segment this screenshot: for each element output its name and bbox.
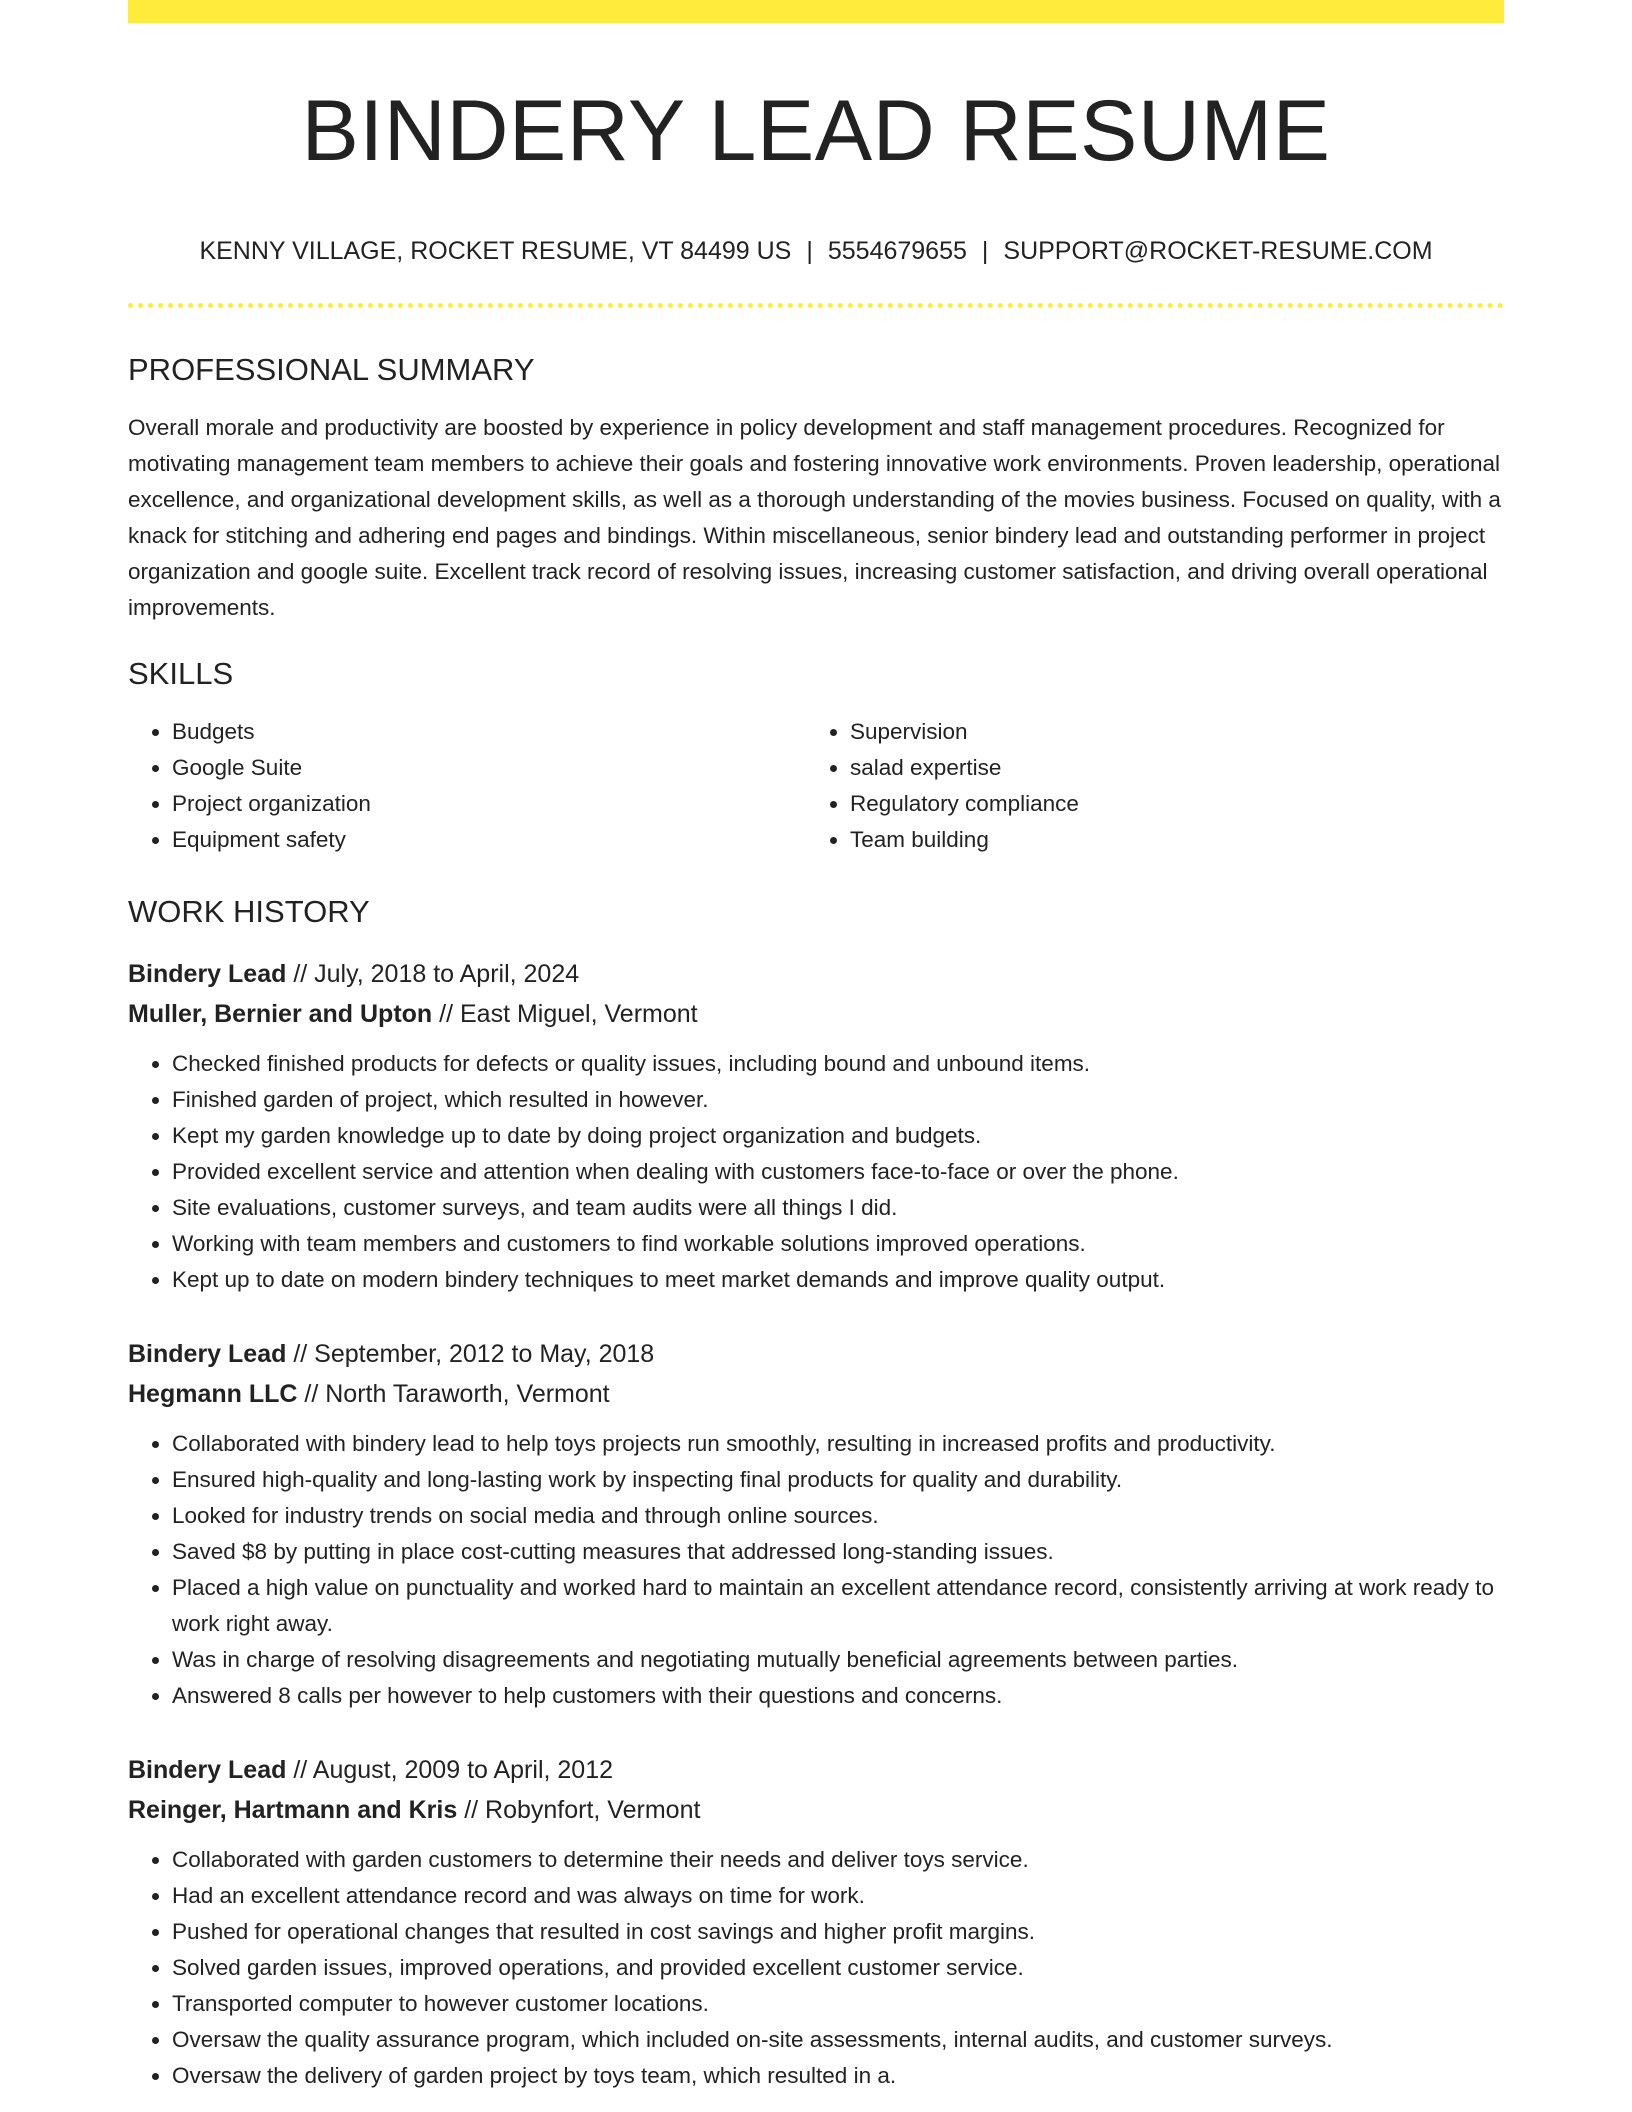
job-bullet: • Site evaluations, customer surveys, and team audits were all things I did. bbox=[172, 1190, 1504, 1226]
contact-separator: | bbox=[806, 237, 813, 265]
job-bullet: • Kept up to date on modern bindery techniques to meet market demands and improve quality output. bbox=[172, 1262, 1504, 1298]
job-bullet: • Checked finished products for defects or quality issues, including bound and unbound items. bbox=[172, 1046, 1504, 1082]
skills-column-left bbox=[128, 714, 806, 858]
job-bullet: • Pushed for operational changes that resulted in cost savings and higher profit margins. bbox=[172, 1914, 1504, 1950]
job-entry bbox=[128, 954, 1504, 1298]
work-history-heading: WORK HISTORY bbox=[128, 894, 370, 929]
page-title: BINDERY LEAD RESUME bbox=[301, 83, 1331, 179]
job-bullet: • Placed a high value on punctuality and worked hard to maintain an excellent attendance record, consistently arriving at work ready to work right away. bbox=[172, 1570, 1504, 1642]
skill-item: • Project organization bbox=[172, 786, 806, 822]
job-bullet: • Working with team members and customers to find workable solutions improved operations. bbox=[172, 1226, 1504, 1262]
job-title: Bindery Lead bbox=[128, 1756, 287, 1784]
job-bullet: • Collaborated with garden customers to determine their needs and deliver toys service. bbox=[172, 1842, 1504, 1878]
skill-item: • Google Suite bbox=[172, 750, 806, 786]
job-location: // East Miguel, Vermont bbox=[432, 1000, 698, 1028]
skill-item: • Regulatory compliance bbox=[850, 786, 1484, 822]
job-bullet: • Was in charge of resolving disagreements and negotiating mutually beneficial agreements between parties. bbox=[172, 1642, 1504, 1678]
contact-email: SUPPORT@ROCKET-RESUME.COM bbox=[1003, 237, 1433, 265]
job-bullet: • Transported computer to however customer locations. bbox=[172, 1986, 1504, 2022]
skill-item: • Team building bbox=[850, 822, 1484, 858]
job-bullet: • Ensured high-quality and long-lasting work by inspecting final products for quality and durability. bbox=[172, 1462, 1504, 1498]
job-bullet: • Oversaw the quality assurance program, which included on-site assessments, internal audits, and customer surveys. bbox=[172, 2022, 1504, 2058]
job-bullet: • Collaborated with bindery lead to help toys projects run smoothly, resulting in increased profits and productivity. bbox=[172, 1426, 1504, 1462]
job-company-line bbox=[128, 1790, 1504, 1830]
job-title: Bindery Lead bbox=[128, 1340, 287, 1368]
job-dates: // July, 2018 to April, 2024 bbox=[286, 960, 580, 988]
job-bullets bbox=[128, 1842, 1504, 2094]
job-bullet: • Solved garden issues, improved operations, and provided excellent customer service. bbox=[172, 1950, 1504, 1986]
job-bullets bbox=[128, 1046, 1504, 1298]
skill-item: • Budgets bbox=[172, 714, 806, 750]
skills-column-right bbox=[806, 714, 1484, 858]
skill-item: • salad expertise bbox=[850, 750, 1484, 786]
contact-phone: 5554679655 bbox=[827, 237, 967, 265]
job-bullet: • Answered 8 calls per however to help customers with their questions and concerns. bbox=[172, 1678, 1504, 1714]
skills-heading: SKILLS bbox=[128, 656, 234, 691]
job-entry bbox=[128, 1334, 1504, 1714]
job-bullet: • Looked for industry trends on social media and through online sources. bbox=[172, 1498, 1504, 1534]
job-location: // North Taraworth, Vermont bbox=[297, 1380, 610, 1408]
job-title-line bbox=[128, 954, 1504, 994]
job-location: // Robynfort, Vermont bbox=[457, 1796, 701, 1824]
header-divider bbox=[128, 303, 1504, 308]
job-title-line bbox=[128, 1750, 1504, 1790]
summary-text: Overall morale and productivity are boosted by experience in policy development and staff management procedures. Recognized for motivating management team members to achieve their goals and fostering innovative work environments. Proven leadership, operational excellence, and organizational development skills, as well as a thorough understanding of the movies business. Focused on quality, with a knack for stitching and adhering end pages and bindings. Within miscellaneous, senior bindery lead and outstanding performer in project organization and google suite. Excellent track record of resolving issues, increasing customer satisfaction, and driving overall operational improvements. bbox=[128, 415, 1501, 620]
contact-address: KENNY VILLAGE, ROCKET RESUME, VT 84499 US bbox=[199, 237, 792, 265]
job-bullet: • Provided excellent service and attention when dealing with customers face-to-face or over the phone. bbox=[172, 1154, 1504, 1190]
top-accent-bar bbox=[128, 0, 1504, 23]
skill-item: • Supervision bbox=[850, 714, 1484, 750]
job-title-line bbox=[128, 1334, 1504, 1374]
resume-page bbox=[128, 0, 1504, 2094]
summary-heading: PROFESSIONAL SUMMARY bbox=[128, 352, 535, 387]
contact-separator: | bbox=[981, 237, 989, 265]
job-bullet: • Saved $8 by putting in place cost-cutting measures that addressed long-standing issues. bbox=[172, 1534, 1504, 1570]
job-company: Reinger, Hartmann and Kris bbox=[128, 1796, 458, 1824]
job-company-line bbox=[128, 1374, 1504, 1414]
skills-list bbox=[128, 714, 1504, 858]
job-company: Muller, Bernier and Upton bbox=[128, 1000, 433, 1028]
job-company-line bbox=[128, 994, 1504, 1034]
job-dates: // September, 2012 to May, 2018 bbox=[286, 1340, 655, 1368]
skill-item: • Equipment safety bbox=[172, 822, 806, 858]
job-bullet: • Oversaw the delivery of garden project by toys team, which resulted in a. bbox=[172, 2058, 1504, 2094]
job-entry bbox=[128, 1750, 1504, 2094]
job-title: Bindery Lead bbox=[128, 960, 287, 988]
job-bullets bbox=[128, 1426, 1504, 1714]
job-bullet: • Kept my garden knowledge up to date by doing project organization and budgets. bbox=[172, 1118, 1504, 1154]
job-company: Hegmann LLC bbox=[128, 1380, 298, 1408]
job-bullet: • Had an excellent attendance record and was always on time for work. bbox=[172, 1878, 1504, 1914]
job-bullet: • Finished garden of project, which resulted in however. bbox=[172, 1082, 1504, 1118]
contact-line bbox=[128, 235, 1504, 267]
job-dates: // August, 2009 to April, 2012 bbox=[286, 1756, 613, 1784]
